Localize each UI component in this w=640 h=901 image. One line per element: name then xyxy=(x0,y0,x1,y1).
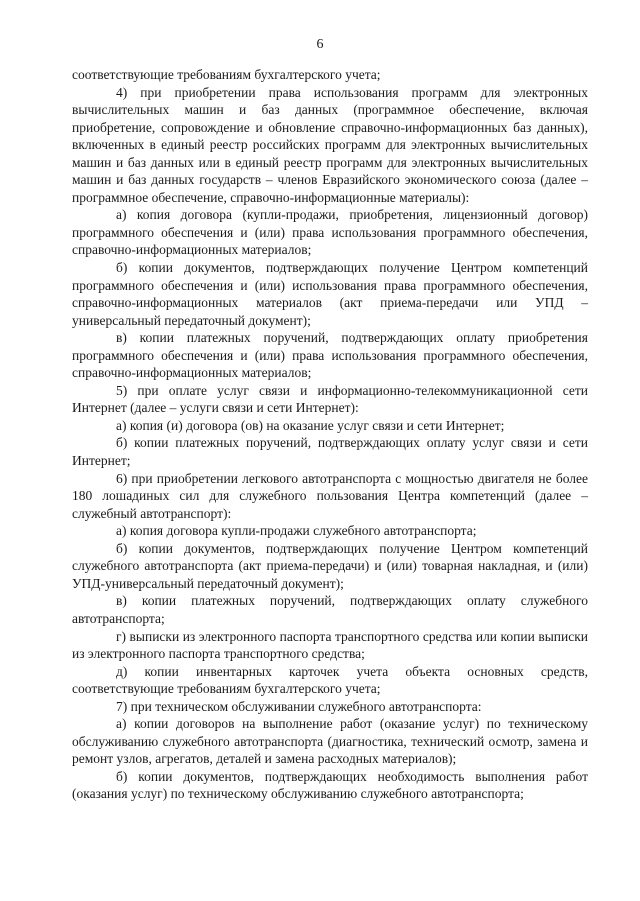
paragraph-item-6a: а) копия договора купли-продажи служебного автотранспорта; xyxy=(116,523,477,539)
paragraph-continuation: соответствующие требованиям бухгалтерского учета; xyxy=(72,67,381,82)
paragraph-item-6g: г) выписки из электронного паспорта транспортного средства или копии выписки из электронного паспорта транспортного средства; xyxy=(72,628,588,662)
paragraph-item-4: 4) при приобретении права использования программ для электронных вычислительных машин и баз данных (программное обеспечение, включая приобретение, сопровождение и обновление справочно-информационных баз данных), включенных в единый реестр российских программ для электронных вычислительных машин и баз данных или в единый реестр программ для электронных вычислительных машин и баз данных государств – членов Евразийского экономического союза (далее – программное обеспечение, справочно-информационные материалы): xyxy=(72,84,588,205)
paragraph-item-6v: в) копии платежных поручений, подтверждающих оплату служебного автотранспорта; xyxy=(72,593,588,626)
page-number: 6 xyxy=(316,37,324,52)
paragraph-item-6b: б) копии документов, подтверждающих получение Центром компетенций служебного автотранспорта (акт приема-передачи) и (или) товарная накладная, и (или) УПД-универсальный передаточный документ); xyxy=(72,540,588,591)
paragraph-item-4v: в) копии платежных поручений, подтверждающих оплату приобретения программного обеспечения и (или) права использования программного обеспечения, справочно-информационных материалов; xyxy=(72,330,588,381)
document-body xyxy=(72,66,588,803)
paragraph-item-6: 6) при приобретении легкового автотранспорта с мощностью двигателя не более 180 лошадиных сил для служебного пользования Центра компетенций (далее – служебный автотранспорт): xyxy=(72,470,588,521)
paragraph-item-7b: б) копии документов, подтверждающих необходимость выполнения работ (оказания услуг) по техническому обслуживанию служебного автотранспорта; xyxy=(72,768,588,802)
paragraph-item-5: 5) при оплате услуг связи и информационно-телекоммуникационной сети Интернет (далее – услуги связи и сети Интернет): xyxy=(72,382,588,416)
paragraph-item-6d: д) копии инвентарных карточек учета объекта основных средств, соответствующие требованиям бухгалтерского учета; xyxy=(72,663,588,697)
paragraph-item-5b: б) копии платежных поручений, подтверждающих оплату услуг связи и сети Интернет; xyxy=(72,435,588,469)
paragraph-item-4a: а) копия договора (купли-продажи, приобретения, лицензионный договор) программного обеспечения и (или) права использования программного обеспечения, справочно-информационных материалов; xyxy=(72,207,588,258)
paragraph-item-7a: а) копии договоров на выполнение работ (оказание услуг) по техническому обслуживанию служебного автотранспорта (диагностика, технический осмотр, замена и ремонт узлов, агрегатов, деталей и замена расходных материалов); xyxy=(72,716,588,767)
paragraph-item-7: 7) при техническом обслуживании служебного автотранспорта: xyxy=(116,698,482,714)
paragraph-item-5a: а) копия (и) договора (ов) на оказание услуг связи и сети Интернет; xyxy=(116,417,505,433)
paragraph-item-4b: б) копии документов, подтверждающих получение Центром компетенций программного обеспечения и (или) использования права программного обеспечения, справочно-информационных материалов (акт приема-передачи или УПД – универсальный передаточный документ); xyxy=(72,260,588,328)
